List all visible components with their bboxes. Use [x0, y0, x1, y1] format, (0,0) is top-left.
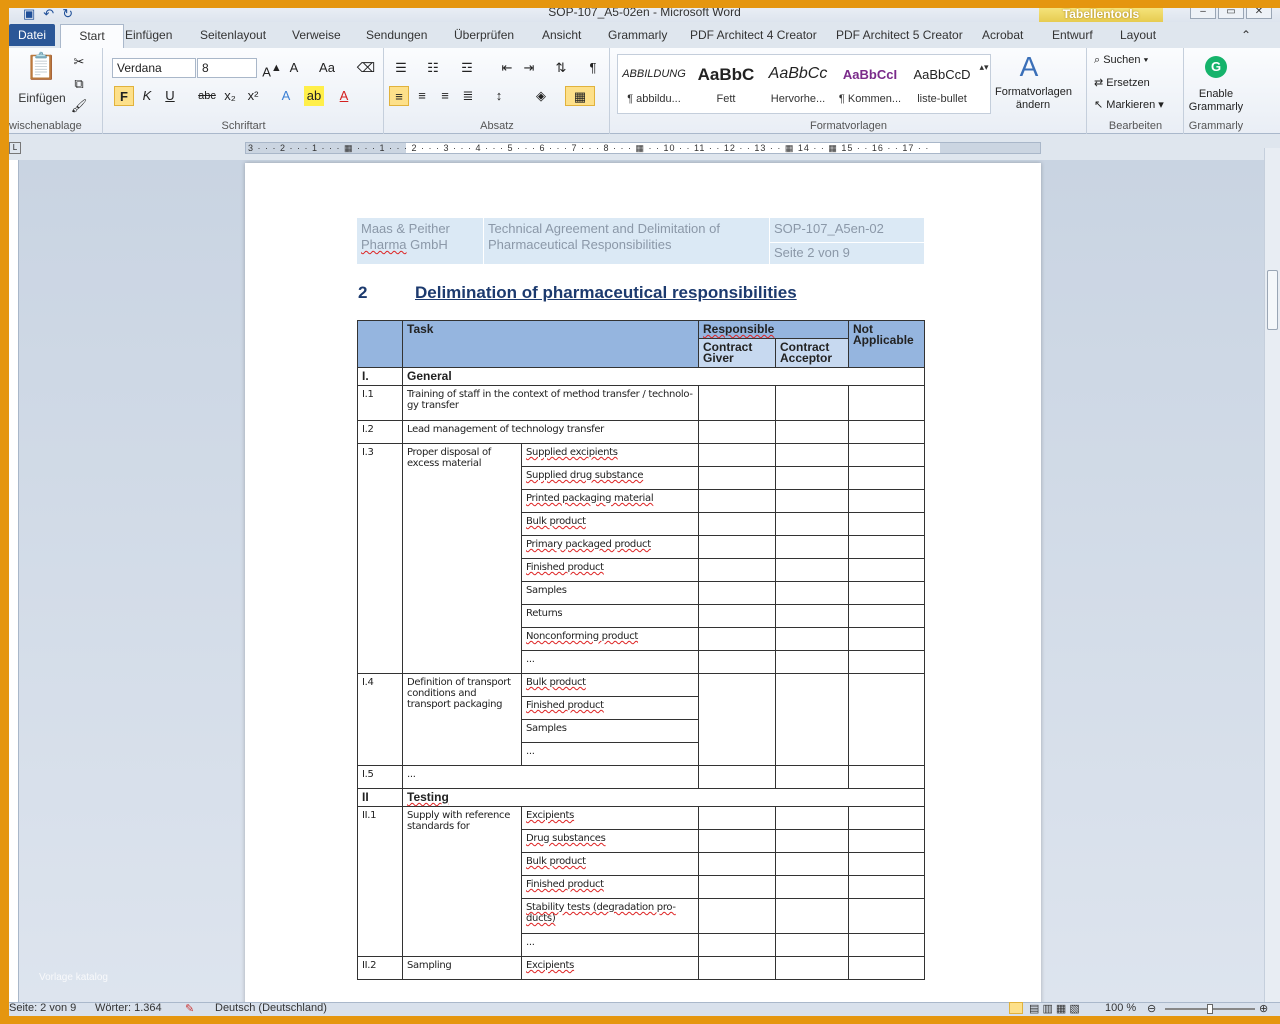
heading-number: 2 [358, 283, 368, 302]
sub-item: ... [522, 743, 699, 766]
tab-design[interactable]: Entwurf [1052, 28, 1093, 42]
underline-button[interactable]: U [165, 88, 175, 103]
highlight-icon[interactable]: ab [304, 86, 324, 106]
editing-label: Bearbeiten [1108, 120, 1163, 132]
shading-icon[interactable]: ◈ [536, 88, 546, 103]
close-button[interactable]: ✕ [1246, 8, 1272, 19]
align-center-icon[interactable]: ≡ [418, 88, 426, 103]
tab-layout[interactable]: Layout [1120, 28, 1157, 42]
style-liste-bullet[interactable] [906, 55, 978, 113]
style-preview: AaBbCcD [913, 67, 971, 82]
table-head-not-applicable: Not Applicable [849, 321, 925, 368]
numbering-icon[interactable]: ☷ [427, 60, 439, 75]
format-painter-icon[interactable]: 🖌 [70, 98, 88, 113]
style-fett[interactable] [690, 55, 762, 113]
style-preview: AaBbC [697, 65, 755, 84]
borders-icon[interactable]: ▦ [565, 86, 595, 106]
font-group [104, 48, 384, 134]
table-row: I.1 Training of staff in the context of method transfer / technolo-gy transfer [358, 386, 925, 421]
font-name-select[interactable]: Verdana [112, 58, 196, 78]
watermark-text: Vorlage katalog [39, 972, 108, 983]
table-head-responsible: Responsible [699, 321, 849, 339]
save-icon[interactable]: ▣ [23, 8, 36, 21]
undo-icon[interactable]: ↶ [43, 8, 55, 21]
find-button[interactable]: ⌕ Suchen ▾ [1094, 54, 1149, 66]
document-area [19, 160, 1264, 1002]
replace-icon: ⇄ [1094, 77, 1107, 89]
section-title: General [403, 368, 925, 386]
superscript-button[interactable]: x² [247, 88, 259, 103]
sub-item: Samples [522, 720, 699, 743]
increase-indent-icon[interactable]: ⇥ [523, 60, 535, 75]
sub-item: Finished product [522, 697, 699, 720]
italic-button[interactable]: K [142, 88, 152, 103]
proofing-icon[interactable]: ✎ [185, 1003, 195, 1015]
clipboard-label: wischenablage [9, 120, 82, 132]
font-color-icon[interactable]: A [339, 88, 349, 103]
style-name: ¶ abbildu... [627, 93, 681, 105]
sub-item: Nonconforming product [522, 628, 699, 651]
multilevel-list-icon[interactable]: ☲ [461, 60, 473, 75]
view-mode-icons[interactable]: ▤ ▥ ▦ ▧ [1029, 1003, 1080, 1015]
tab-mailings[interactable]: Sendungen [366, 28, 428, 42]
header-company: Maas & Peither [361, 221, 450, 236]
vertical-ruler[interactable] [9, 160, 19, 1002]
sub-item: Returns [522, 605, 699, 628]
sub-item: Stability tests (degradation pro-ducts) [522, 899, 699, 934]
grammarly-icon[interactable]: G [1205, 56, 1227, 78]
sub-item: Primary packaged product [522, 536, 699, 559]
tab-selector-icon[interactable]: L [9, 142, 21, 154]
word-window [9, 8, 1280, 1016]
sub-item: Samples [522, 582, 699, 605]
paragraph-group [385, 48, 610, 134]
line-spacing-icon[interactable]: ↕ [495, 88, 503, 103]
redo-icon[interactable]: ↻ [62, 8, 74, 21]
tab-review[interactable]: Überprüfen [454, 28, 515, 42]
sub-item: Excipients [522, 957, 699, 980]
tab-page-layout[interactable]: Seitenlayout [200, 28, 267, 42]
header-code: SOP-107_A5en-02 [774, 221, 884, 236]
style-name: ¶ Kommen... [838, 93, 902, 105]
section-heading: Delimination of pharmaceutical responsibilities [415, 283, 797, 302]
clipboard-group [9, 48, 103, 134]
status-words[interactable]: Wörter: 1.364 [95, 1002, 162, 1014]
styles-gallery [617, 54, 991, 114]
sub-item: Drug substances [522, 830, 699, 853]
sub-item: Excipients [522, 807, 699, 830]
page-header [357, 218, 924, 264]
zoom-out-icon[interactable]: ⊖ [1147, 1003, 1157, 1015]
style-name: liste-bullet [917, 93, 967, 105]
ribbon-tabs [9, 22, 1280, 48]
grow-font-icon[interactable]: A▲ [262, 62, 282, 80]
style-name: Fett [716, 93, 736, 105]
show-marks-icon[interactable]: ¶ [589, 60, 597, 75]
style-preview: AaBbCcI [842, 67, 898, 82]
paragraph-label: Absatz [480, 120, 514, 132]
tab-file[interactable]: Datei [9, 24, 55, 46]
tab-grammarly[interactable]: Grammarly [608, 28, 668, 42]
binoculars-icon: ⌕ [1094, 54, 1104, 66]
sort-icon[interactable]: ⇅ [555, 60, 567, 75]
responsibilities-table [357, 320, 925, 980]
sub-item: Bulk product [522, 853, 699, 876]
style-kommentar[interactable] [834, 55, 906, 113]
sub-item: ... [522, 651, 699, 674]
scroll-thumb[interactable] [1267, 270, 1278, 330]
table-row: I.4 Definition of transport conditions and transport packaging Bulk product [358, 674, 925, 697]
section-number: I. [358, 368, 403, 386]
tab-pdf-architect-5[interactable]: PDF Architect 5 Creator [836, 28, 963, 42]
clear-format-icon[interactable]: ⌫ [356, 60, 376, 75]
select-button[interactable]: ↖ Markieren ▾ [1094, 99, 1164, 111]
table-row: I.5 ... [358, 766, 925, 789]
header-company-2: Pharma GmbH [361, 237, 448, 252]
change-case-icon[interactable]: Aa [319, 60, 335, 75]
tab-references[interactable]: Verweise [292, 28, 341, 42]
sub-item: Bulk product [522, 513, 699, 536]
align-right-icon[interactable]: ≡ [441, 88, 449, 103]
status-zoom[interactable]: 100 % [1105, 1002, 1137, 1014]
ribbon [9, 48, 1280, 134]
table-row: I.3 Proper disposal of excess material Supplied excipients [358, 444, 925, 467]
strikethrough-button[interactable]: abc [198, 90, 216, 102]
styles-label: Formatvorlagen [809, 120, 888, 132]
styles-scroll-icon[interactable]: ▴▾ [979, 62, 989, 72]
paste-button[interactable]: Einfügen [18, 91, 66, 105]
section-number: II [358, 789, 403, 807]
grammarly-group [1185, 48, 1247, 134]
tab-view[interactable]: Ansicht [542, 28, 582, 42]
status-page[interactable]: Seite: 2 von 9 [9, 1002, 77, 1014]
table-head-cell [358, 321, 403, 368]
sub-item: Finished product [522, 559, 699, 582]
section-title: Testing [403, 789, 925, 807]
tab-start[interactable]: Start [60, 24, 124, 48]
style-preview: AaBbCc [768, 65, 828, 82]
table-row: I.2 Lead management of technology transfer [358, 421, 925, 444]
zoom-in-icon[interactable]: ⊕ [1259, 1003, 1269, 1015]
style-abbildung[interactable] [618, 55, 690, 113]
table-row: II.1 Supply with reference standards for Excipients [358, 807, 925, 830]
style-hervorhebung[interactable] [762, 55, 834, 113]
cursor-icon: ↖ [1094, 99, 1107, 111]
table-head-task: Task [403, 321, 699, 368]
bold-button[interactable]: F [114, 86, 134, 106]
vertical-scrollbar[interactable] [1264, 148, 1280, 1002]
copy-icon[interactable]: ⧉ [74, 76, 84, 91]
bullets-icon[interactable]: ☰ [395, 60, 407, 75]
sub-item: Bulk product [522, 674, 699, 697]
maximize-button[interactable]: ▭ [1218, 8, 1244, 19]
styles-group [611, 48, 1087, 134]
style-name: Hervorhe... [770, 93, 826, 105]
header-page: Seite 2 von 9 [774, 245, 850, 260]
status-language[interactable]: Deutsch (Deutschland) [215, 1002, 327, 1014]
change-styles-button[interactable]: Formatvorlagen ändern [995, 86, 1073, 111]
table-head-contract-acceptor: Contract Acceptor [776, 339, 849, 368]
decrease-indent-icon[interactable]: ⇤ [501, 60, 513, 75]
status-bar [9, 1002, 1280, 1016]
enable-grammarly-button[interactable]: Enable Grammarly [1188, 88, 1244, 113]
sub-item: Printed packaging material [522, 490, 699, 513]
subscript-button[interactable]: x₂ [224, 88, 236, 103]
style-preview: ABBILDUNG [622, 68, 686, 80]
align-left-icon[interactable]: ≡ [389, 86, 409, 106]
change-styles-icon[interactable]: A [1019, 51, 1039, 82]
justify-icon[interactable]: ≣ [462, 88, 474, 103]
editing-group [1088, 48, 1184, 134]
header-title: Technical Agreement and Delimitation of [488, 221, 720, 236]
tab-acrobat[interactable]: Acrobat [982, 28, 1024, 42]
table-row: II.2 Sampling Excipients [358, 957, 925, 980]
sub-item: ... [522, 934, 699, 957]
font-size-select[interactable]: 8 [197, 58, 257, 78]
cut-icon[interactable]: ✂ [73, 54, 85, 69]
sub-item: Supplied drug substance [522, 467, 699, 490]
sub-item: Supplied excipients [522, 444, 699, 467]
table-tools-context-tab: Tabellentools [1039, 8, 1163, 24]
tab-pdf-architect-4[interactable]: PDF Architect 4 Creator [690, 28, 817, 42]
replace-button[interactable]: ⇄ Ersetzen [1094, 77, 1150, 89]
window-title: SOP-107_A5-02en - Microsoft Word [548, 8, 741, 19]
grammarly-label: Grammarly [1188, 120, 1244, 132]
horizontal-ruler[interactable]: 3 · · · 2 · · · 1 · · · ▦ · · · 1 · · · 2 · · · 3 · · · 4 · · · 5 · · · 6 · · · 7 · · · 8 · · · ▦ · · 10 · · 11 · · 12 · · 13 · · ▦ 14 · · ▦ 15 · · 16 · · 17 · · [245, 142, 1041, 154]
minimize-button[interactable]: – [1190, 8, 1216, 19]
collapse-ribbon-icon[interactable]: ⌃ [1241, 28, 1252, 42]
sub-item: Finished product [522, 876, 699, 899]
font-label: Schriftart [221, 120, 266, 132]
paste-icon[interactable]: 📋 [25, 51, 58, 81]
shrink-font-icon[interactable]: A [289, 60, 299, 75]
text-effects-icon[interactable]: A [281, 88, 291, 103]
header-title-2: Pharmaceutical Responsibilities [488, 237, 672, 252]
title-bar [9, 8, 1280, 22]
print-layout-icon[interactable] [1009, 1002, 1023, 1014]
document-page[interactable] [245, 163, 1041, 1002]
table-head-contract-giver: Contract Giver [699, 339, 776, 368]
zoom-slider-thumb[interactable] [1207, 1004, 1213, 1014]
tab-insert[interactable]: Einfügen [125, 28, 173, 42]
